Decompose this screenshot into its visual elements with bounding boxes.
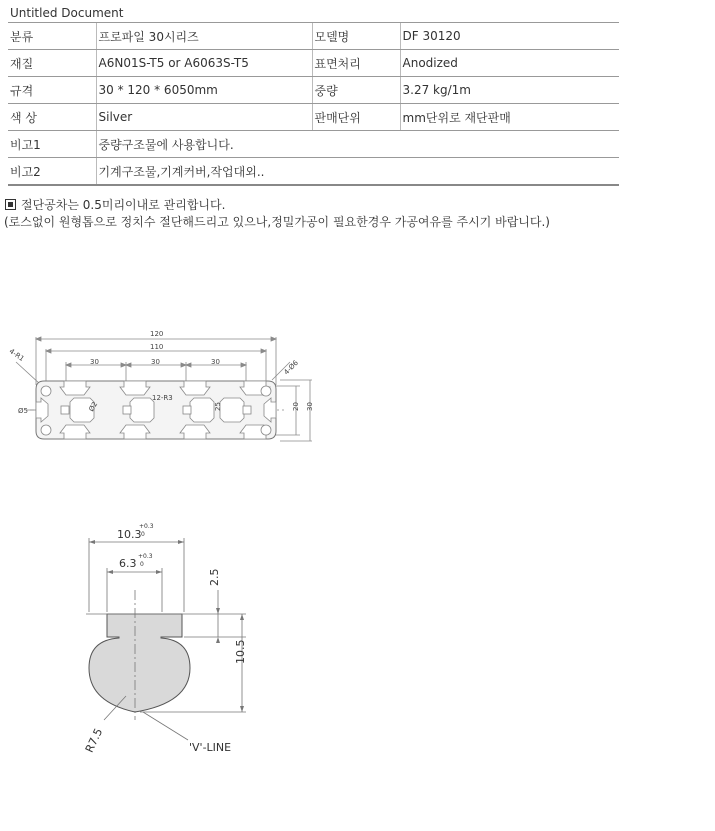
dim-30-label: 30 — [211, 358, 220, 366]
spec-label: 재질 — [8, 50, 96, 77]
tolerance-lower: 0 — [140, 561, 144, 568]
spec-label: 표면처리 — [312, 50, 400, 77]
spec-value: 30 * 120 * 6050mm — [96, 77, 312, 104]
dim-25-label: 25 — [214, 402, 222, 411]
tolerance-upper: +0.3 — [139, 523, 154, 530]
dim-4r1-label: 4-R1 — [7, 347, 26, 364]
dim-12r3-label: 12-R3 — [152, 394, 173, 402]
note-text-1: 절단공차는 0.5미리이내로 관리합니다. — [21, 198, 226, 212]
dim-30-side-label: 30 — [306, 402, 314, 411]
v-line-label: 'V'-LINE — [189, 741, 232, 754]
dim-phi2-label: Ø2 — [87, 400, 100, 413]
slot-drawing — [83, 523, 247, 755]
spec-value: 기계구조물,기계커버,작업대외.. — [96, 158, 619, 186]
note-line-2: (로스없이 원형톱으로 정치수 절단해드리고 있으나,정밀가공이 필요한경우 가공여유를 주시기 바랍니다.) — [4, 215, 550, 229]
spec-value: A6N01S-T5 or A6063S-T5 — [96, 50, 312, 77]
spec-label: 모델명 — [312, 23, 400, 50]
document-title: Untitled Document — [10, 6, 124, 20]
dim-phi5-label: Ø5 — [18, 407, 28, 415]
spec-label: 중량 — [312, 77, 400, 104]
spec-value: 3.27 kg/1m — [400, 77, 619, 104]
dim-110-label: 110 — [150, 343, 164, 351]
spec-label: 분류 — [8, 23, 96, 50]
dim-4phi6-label: 4-Ø6 — [282, 358, 300, 377]
dim-10-3-label: 10.3 — [117, 528, 142, 541]
tolerance-upper: +0.3 — [138, 553, 153, 560]
spec-value: Silver — [96, 104, 312, 131]
spec-value: DF 30120 — [400, 23, 619, 50]
dim-30-label: 30 — [90, 358, 99, 366]
dim-30-label: 30 — [151, 358, 160, 366]
spec-value: Anodized — [400, 50, 619, 77]
tolerance-lower: 0 — [141, 531, 145, 538]
spec-label: 판매단위 — [312, 104, 400, 131]
dim-6-3-label: 6.3 — [119, 557, 137, 570]
spec-label: 비고2 — [8, 158, 96, 186]
dim-20-label: 20 — [292, 402, 300, 411]
spec-value: 프로파일 30시리즈 — [96, 23, 312, 50]
dim-2-5-label: 2.5 — [208, 568, 221, 586]
dim-120-label: 120 — [150, 330, 164, 338]
spec-value: 중량구조물에 사용합니다. — [96, 131, 619, 158]
spec-label: 색 상 — [8, 104, 96, 131]
spec-label: 규격 — [8, 77, 96, 104]
spec-label: 비고1 — [8, 131, 96, 158]
dim-r7-5-label: R7.5 — [82, 726, 106, 755]
dim-10-5-label: 10.5 — [234, 639, 247, 664]
spec-value: mm단위로 재단판매 — [400, 104, 619, 131]
